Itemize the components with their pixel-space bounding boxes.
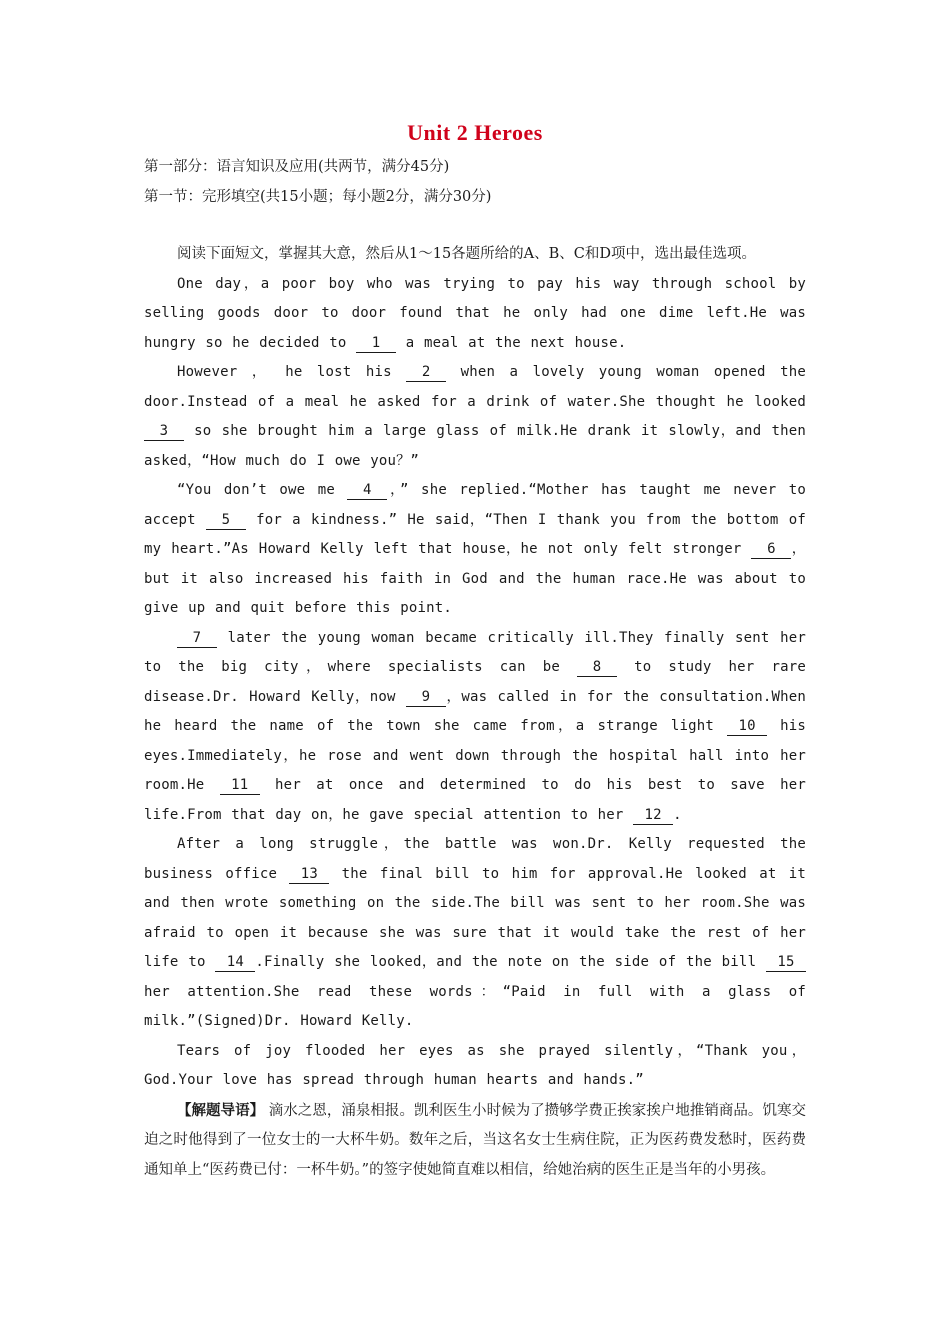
blank-11[interactable]: 11 <box>220 776 260 795</box>
blank-8[interactable]: 8 <box>577 658 617 677</box>
subsection-heading: 第一节：完形填空(共15小题；每小题2分，满分30分) <box>144 189 492 205</box>
blank-15[interactable]: 15 <box>766 953 806 972</box>
solution-guide <box>144 1096 806 1186</box>
blank-2[interactable]: 2 <box>406 363 446 382</box>
passage-paragraph-2: However ， he lost his 2 when a lovely young woman opened the door.Instead of a meal he asked for a drink of water.She thought he looked 3 so she brought him a large glass of milk.He drank it slowly，and then asked，“How much do I owe you？” <box>144 364 806 469</box>
blank-7[interactable]: 7 <box>177 629 217 648</box>
blank-5[interactable]: 5 <box>206 511 246 530</box>
passage-paragraph-5: After a long struggle，the battle was won.Dr. Kelly requested the business office 13 the final bill to him for approval.He looked at it and then wrote something on the side.The bill was sent to her room.She was afraid to open it because she was sure that it would take the rest of her life to 14 .Finally she looked，and the note on the side of the bill 15 her attention.She read these words：“Paid in full with a glass of milk.”(Signed)Dr. Howard Kelly. <box>144 836 806 1029</box>
blank-4[interactable]: 4 <box>347 481 387 500</box>
page-title: Unit 2 Heroes <box>407 120 543 145</box>
blank-6[interactable]: 6 <box>751 540 791 559</box>
blank-12[interactable]: 12 <box>633 806 673 825</box>
blank-3[interactable]: 3 <box>144 422 184 441</box>
section-heading: 第一部分：语言知识及应用(共两节，满分45分) <box>144 159 450 175</box>
document-page <box>144 120 806 1185</box>
blank-9[interactable]: 9 <box>406 688 446 707</box>
blank-1[interactable]: 1 <box>356 334 396 353</box>
passage-paragraph-3: “You don’t owe me 4 ，” she replied.“Mother has taught me never to accept 5 for a kindness.” He said，“Then I thank you from the bottom of my heart.”As Howard Kelly left that house，he not only felt stronger 6 ，but it also increased his faith in God and the human race.He was about to give up and quit before this point. <box>144 482 807 616</box>
instructions: 阅读下面短文，掌握其大意，然后从1～15各题所给的A、B、C和D项中，选出最佳选项。 <box>177 246 757 262</box>
guide-label: 【解题导语】 <box>177 1101 265 1119</box>
passage-paragraph-4: 7 later the young woman became critically ill.They finally sent her to the big city，where specialists can be 8 to study her rare disease.Dr. Howard Kelly，now 9 ，was called in for the consultation.When he heard the name of the town she came from，a strange light 10 his eyes.Immediately，he rose and went down through the hospital hall into her room.He 11 her at once and determined to do his best to save her life.From that day on，he gave special attention to her 12 . <box>144 629 807 823</box>
blank-13[interactable]: 13 <box>289 865 329 884</box>
passage-paragraph-1: One day，a poor boy who was trying to pay his way through school by selling goods door to door found that he only had one dime left.He was hungry so he decided to 1 a meal at the next house. <box>144 275 806 351</box>
passage-paragraph-6: Tears of joy flooded her eyes as she prayed silently，“Thank you，God.Your love has spread through human hearts and hands.” <box>144 1042 806 1088</box>
blank-10[interactable]: 10 <box>727 717 767 736</box>
blank-14[interactable]: 14 <box>215 953 255 972</box>
guide-text: 滴水之恩，涌泉相报。凯利医生小时候为了攒够学费正挨家挨户地推销商品。饥寒交迫之时他得到了一位女士的一大杯牛奶。数年之后，当这名女士生病住院，正为医药费发愁时，医药费通知单上“医药费已付：一杯牛奶。”的签字使她简直难以相信，给她治病的医生正是当年的小男孩。 <box>144 1102 806 1178</box>
